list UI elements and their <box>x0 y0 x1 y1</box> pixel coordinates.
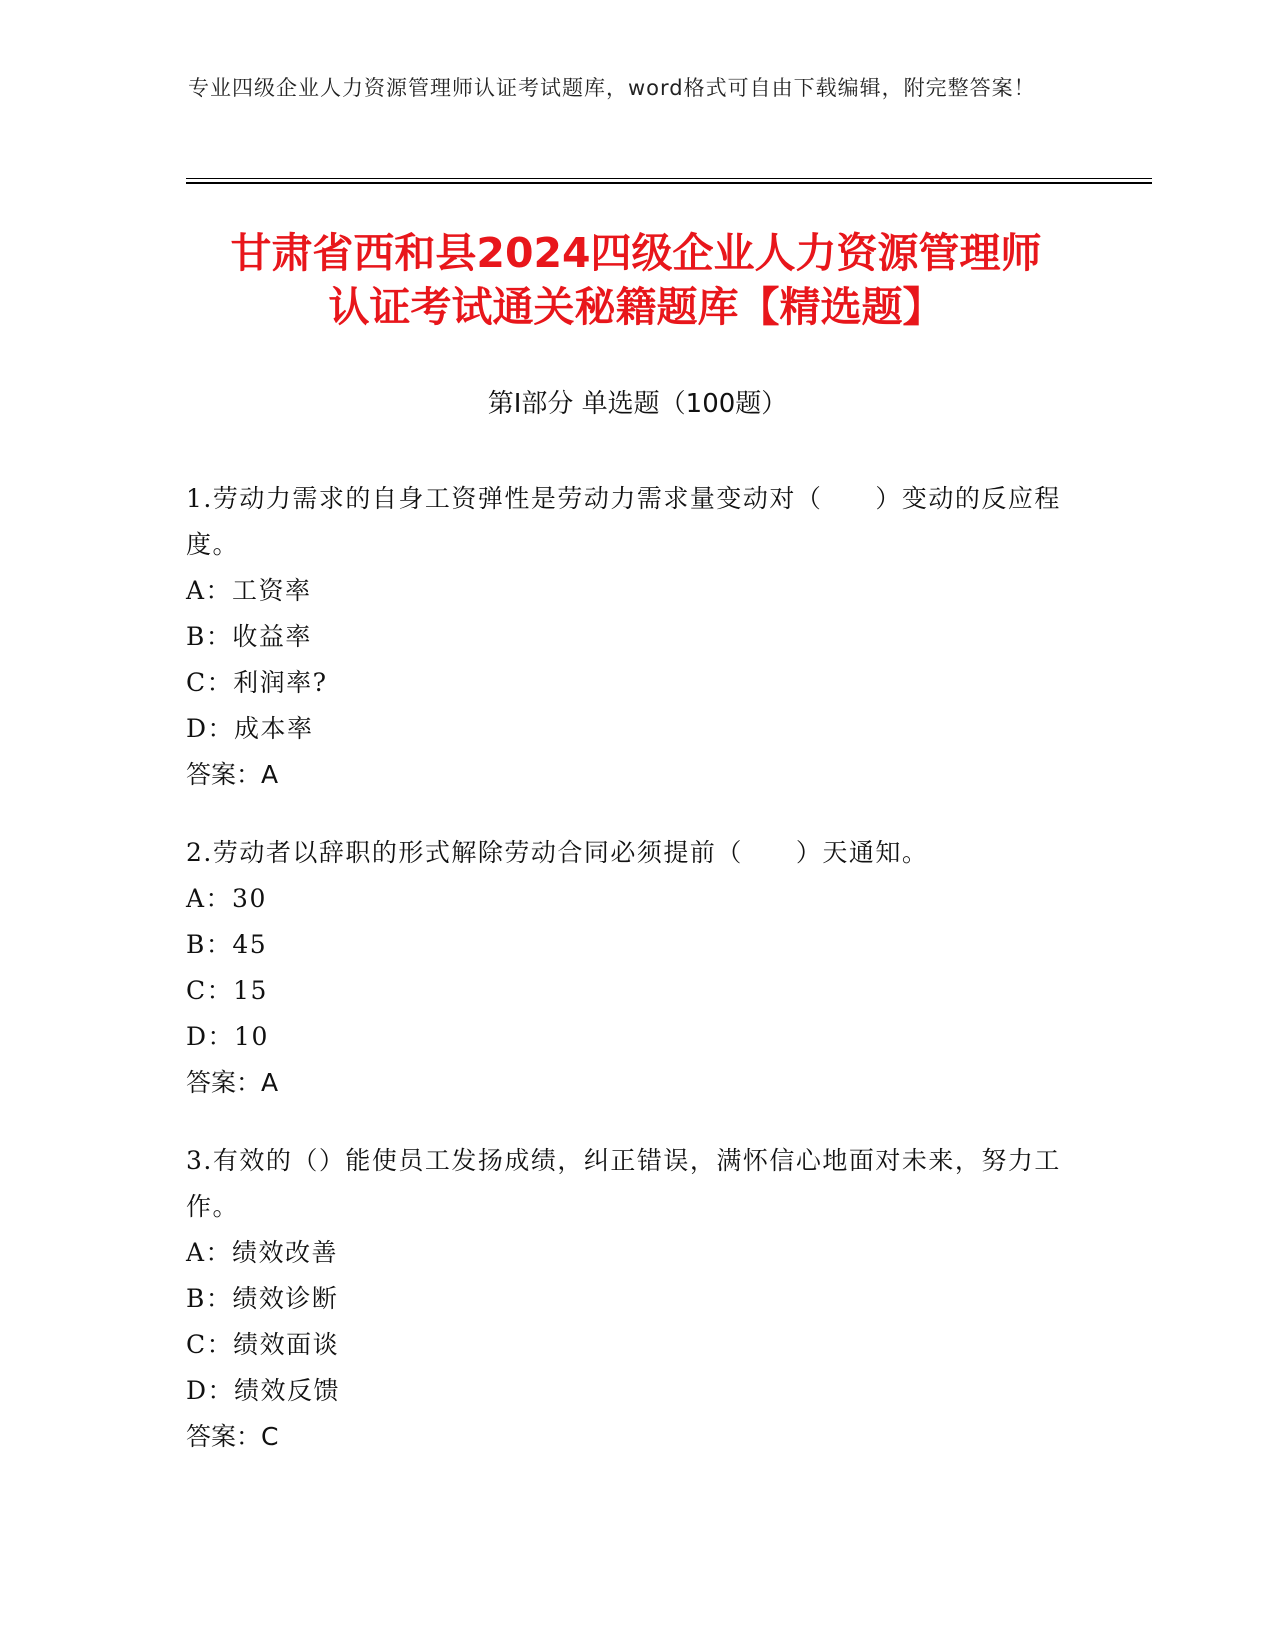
section-title: 第Ⅰ部分 单选题（100题） <box>487 389 788 419</box>
question-stem: 1.劳动力需求的自身工资弹性是劳动力需求量变动对（ ）变动的反应程度。 <box>186 484 1061 559</box>
option-b: B：45 <box>186 930 268 959</box>
option-a: A：30 <box>186 884 267 913</box>
question-stem: 3.有效的（）能使员工发扬成绩，纠正错误，满怀信心地面对未来，努力工作。 <box>186 1146 1061 1221</box>
option-c: C：利润率? <box>186 668 328 697</box>
option-d: D：成本率 <box>186 714 314 743</box>
option-c: C：绩效面谈 <box>186 1330 340 1359</box>
option-a: A：工资率 <box>186 576 312 605</box>
option-b: B：绩效诊断 <box>186 1284 339 1313</box>
question-3 <box>186 1138 1066 1460</box>
answer: 答案：C <box>186 1422 279 1451</box>
question-list <box>186 476 1066 1492</box>
question-2 <box>186 830 1066 1106</box>
answer: 答案：A <box>186 1068 279 1097</box>
option-c: C：15 <box>186 976 268 1005</box>
option-d: D：绩效反馈 <box>186 1376 341 1405</box>
document-title-line-2: 认证考试通关秘籍题库【精选题】 <box>328 283 944 331</box>
option-d: D：10 <box>186 1022 269 1051</box>
question-1 <box>186 476 1066 798</box>
header-divider-thick <box>186 182 1152 184</box>
option-b: B：收益率 <box>186 622 312 651</box>
option-a: A：绩效改善 <box>186 1238 339 1267</box>
document-title <box>186 226 1086 334</box>
header-note: 专业四级企业人力资源管理师认证考试题库，word格式可自由下载编辑，附完整答案！ <box>188 76 1036 100</box>
document-title-line-1: 甘肃省西和县2024四级企业人力资源管理师 <box>230 229 1042 277</box>
question-stem: 2.劳动者以辞职的形式解除劳动合同必须提前（ ）天通知。 <box>186 838 929 867</box>
header-divider-thin <box>186 178 1152 179</box>
answer: 答案：A <box>186 760 279 789</box>
